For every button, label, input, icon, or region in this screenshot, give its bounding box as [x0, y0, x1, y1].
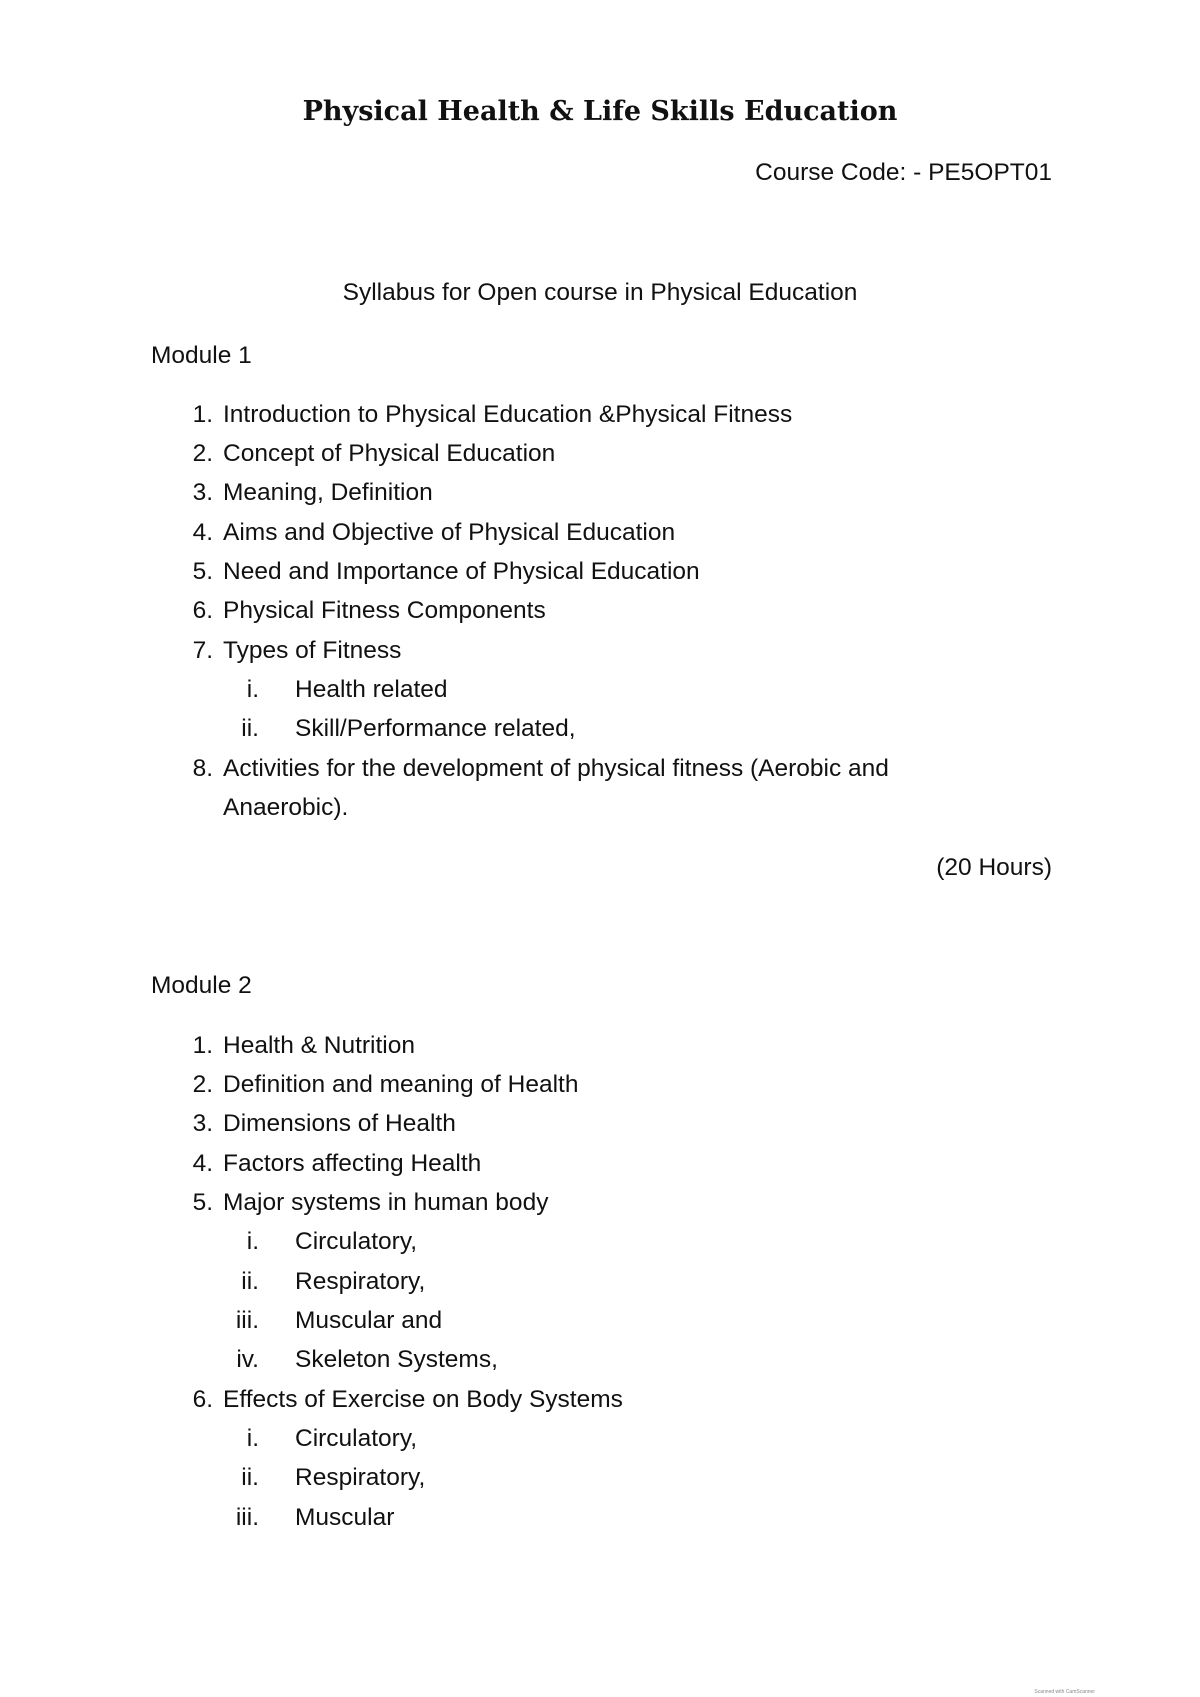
- sub-list-item: [246, 676, 448, 704]
- item-text: Aims and Objective of Physical Education: [223, 519, 676, 546]
- course-code: Course Code: - PE5OPT01: [755, 159, 1052, 186]
- item-text: Introduction to Physical Education &Physical Fitness: [223, 401, 793, 428]
- module-1-hours: (20 Hours): [936, 854, 1052, 881]
- item-number: 3.: [192, 479, 213, 506]
- list-item: [192, 1110, 456, 1138]
- list-item-continuation: Anaerobic).: [223, 794, 349, 821]
- item-text: Types of Fitness: [223, 637, 402, 664]
- list-item: [192, 1150, 482, 1178]
- item-text: Major systems in human body: [223, 1189, 549, 1216]
- item-text: Health & Nutrition: [223, 1032, 416, 1059]
- sub-list-item: [241, 715, 576, 743]
- item-text: Factors affecting Health: [223, 1150, 482, 1177]
- item-number: 5.: [192, 1189, 213, 1216]
- sub-item-text: Respiratory,: [295, 1464, 426, 1491]
- item-text: Effects of Exercise on Body Systems: [223, 1386, 623, 1413]
- list-item: [192, 1386, 623, 1414]
- scanner-watermark: Scanned with CamScanner: [1034, 1689, 1095, 1695]
- sub-item-text: Circulatory,: [295, 1228, 418, 1255]
- list-item: [192, 1032, 416, 1060]
- sub-item-text: Muscular and: [295, 1307, 443, 1334]
- sub-item-text: Respiratory,: [295, 1268, 426, 1295]
- item-text: Activities for the development of physical fitness (Aerobic and: [223, 755, 889, 782]
- sub-list-item: [246, 1228, 418, 1256]
- module-1-heading: Module 1: [151, 342, 252, 369]
- item-number: 8.: [192, 755, 213, 782]
- sub-list-item: [241, 1464, 426, 1492]
- sub-item-text: Circulatory,: [295, 1425, 418, 1452]
- item-text: Meaning, Definition: [223, 479, 433, 506]
- item-text: Dimensions of Health: [223, 1110, 456, 1137]
- item-number: 6.: [192, 597, 213, 624]
- syllabus-subtitle: Syllabus for Open course in Physical Education: [342, 279, 858, 306]
- item-number: 4.: [192, 519, 213, 546]
- list-item: [192, 755, 889, 783]
- sub-item-number: iii.: [235, 1307, 259, 1334]
- sub-list-item: [246, 1425, 418, 1453]
- item-number: 1.: [192, 401, 213, 428]
- item-number: 7.: [192, 637, 213, 664]
- list-item: [192, 597, 546, 625]
- sub-item-number: ii.: [241, 1268, 259, 1295]
- sub-item-text: Skeleton Systems,: [295, 1346, 498, 1373]
- sub-item-text: Skill/Performance related,: [295, 715, 576, 742]
- sub-item-number: ii.: [241, 715, 259, 742]
- list-item: [192, 401, 793, 429]
- item-number: 1.: [192, 1032, 213, 1059]
- sub-item-text: Health related: [295, 676, 448, 703]
- sub-item-text: Muscular: [295, 1504, 395, 1531]
- item-number: 2.: [192, 440, 213, 467]
- sub-list-item: [235, 1307, 443, 1335]
- item-text: Concept of Physical Education: [223, 440, 556, 467]
- sub-item-number: iii.: [235, 1504, 259, 1531]
- item-number: 6.: [192, 1386, 213, 1413]
- list-item: [192, 1071, 579, 1099]
- list-item: [192, 637, 402, 665]
- module-2-heading: Module 2: [151, 972, 252, 999]
- item-number: 5.: [192, 558, 213, 585]
- item-number: 2.: [192, 1071, 213, 1098]
- item-text: Definition and meaning of Health: [223, 1071, 579, 1098]
- list-item: [192, 1189, 549, 1217]
- item-text: Need and Importance of Physical Education: [223, 558, 700, 585]
- list-item: [192, 440, 556, 468]
- sub-item-number: i.: [246, 1425, 259, 1452]
- list-item: [192, 519, 676, 547]
- list-item: [192, 558, 700, 586]
- sub-list-item: [235, 1504, 395, 1532]
- document-title: Physical Health & Life Skills Education: [302, 96, 898, 127]
- sub-item-number: iv.: [236, 1346, 259, 1373]
- sub-list-item: [236, 1346, 498, 1374]
- sub-item-number: i.: [246, 1228, 259, 1255]
- sub-item-number: ii.: [241, 1464, 259, 1491]
- list-item: [192, 479, 433, 507]
- sub-list-item: [241, 1268, 426, 1296]
- sub-item-number: i.: [246, 676, 259, 703]
- item-text: Physical Fitness Components: [223, 597, 546, 624]
- item-number: 3.: [192, 1110, 213, 1137]
- item-number: 4.: [192, 1150, 213, 1177]
